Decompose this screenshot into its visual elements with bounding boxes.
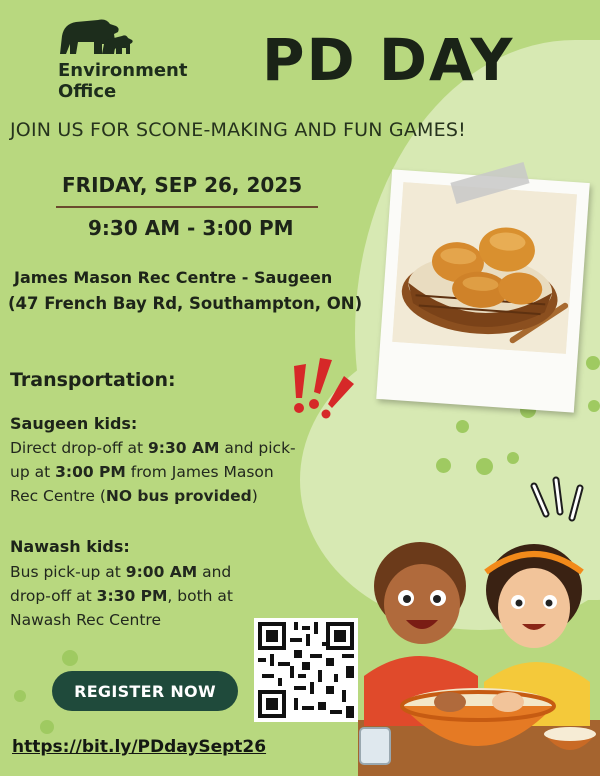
decor-dot bbox=[456, 420, 469, 433]
decor-dot bbox=[436, 458, 451, 473]
saugeen-details: Direct drop-off at 9:30 AM and pick- up at 3:00 PM from James Mason Rec Centre (NO bus provided) bbox=[10, 439, 296, 505]
nawash-heading: Nawash kids: bbox=[10, 537, 130, 556]
scone-basket-image bbox=[392, 182, 577, 354]
register-button[interactable]: REGISTER NOW bbox=[52, 671, 238, 711]
logo-text-line1: Environment bbox=[58, 60, 188, 81]
decor-dot bbox=[62, 650, 78, 666]
scone-photo bbox=[376, 169, 590, 412]
decor-dot bbox=[40, 720, 54, 734]
photo-frame bbox=[392, 182, 577, 354]
transport-heading: Transportation: bbox=[10, 369, 176, 391]
qr-code[interactable] bbox=[254, 618, 358, 722]
kids-baking-illustration bbox=[358, 516, 600, 776]
venue-name: James Mason Rec Centre - Saugeen bbox=[14, 268, 333, 287]
qr-code-icon bbox=[254, 618, 358, 722]
logo-text-line2: Office bbox=[58, 81, 117, 102]
saugeen-heading: Saugeen kids: bbox=[10, 414, 138, 433]
page-title: PD DAY bbox=[262, 26, 515, 94]
event-date: FRIDAY, SEP 26, 2025 bbox=[62, 173, 303, 197]
venue-address: (47 French Bay Rd, Southampton, ON) bbox=[8, 294, 363, 313]
subtitle: JOIN US FOR SCONE-MAKING AND FUN GAMES! bbox=[10, 119, 466, 141]
decor-dot bbox=[476, 458, 493, 475]
decor-dot bbox=[586, 356, 600, 370]
decor-dot bbox=[14, 690, 26, 702]
divider bbox=[56, 206, 318, 208]
logo bbox=[58, 14, 136, 62]
exclamation-icon bbox=[286, 354, 358, 422]
nawash-details: Bus pick-up at 9:00 AM and drop-off at 3:30 PM, both at Nawash Rec Centre bbox=[10, 563, 233, 629]
decor-dot bbox=[507, 452, 519, 464]
decor-dot bbox=[588, 400, 600, 412]
registration-link[interactable]: https://bit.ly/PDdaySept26 bbox=[12, 737, 267, 757]
bear-family-icon bbox=[58, 14, 136, 58]
event-time: 9:30 AM - 3:00 PM bbox=[88, 216, 294, 240]
